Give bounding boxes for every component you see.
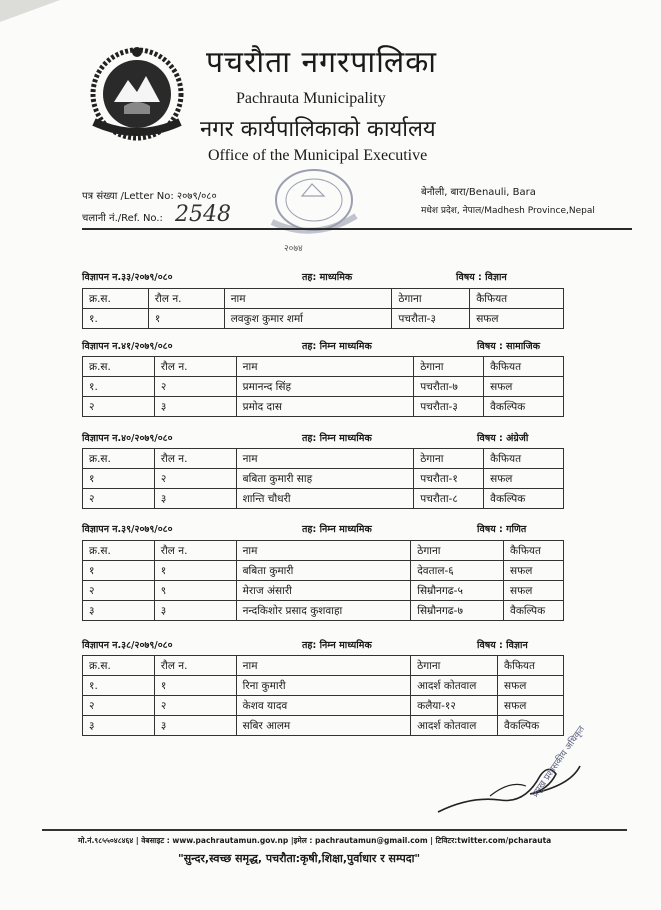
notice-number: विज्ञापन न.४१/२०७९/०८० xyxy=(82,341,173,352)
header-cell: कैफियत xyxy=(484,449,564,469)
table-cell: १ xyxy=(83,469,155,489)
table-header-row xyxy=(83,449,564,469)
table-row xyxy=(83,397,564,417)
header-cell: कैफियत xyxy=(498,656,564,676)
table-cell: सिम्रौनगढ-७ xyxy=(411,601,504,621)
table-cell: २ xyxy=(154,377,236,397)
table-cell: पचरौता-७ xyxy=(414,377,484,397)
result-table xyxy=(82,655,564,736)
result-table xyxy=(82,288,564,329)
notice-number: विज्ञापन न.४०/२०७९/०८० xyxy=(82,433,173,444)
table-cell: १ xyxy=(83,561,155,581)
header-cell: ठेगाना xyxy=(411,541,504,561)
table-cell: २ xyxy=(83,397,155,417)
table-cell: सबिर आलम xyxy=(236,716,410,736)
header-cell: नाम xyxy=(236,656,410,676)
level-label: तह: निम्न माध्यमिक xyxy=(302,640,372,651)
table-header-row xyxy=(83,541,564,561)
table-cell: सफल xyxy=(484,469,564,489)
municipality-title-english: Pachrauta Municipality xyxy=(236,90,386,107)
table-cell: सफल xyxy=(470,309,564,329)
table-cell: पचरौता-१ xyxy=(414,469,484,489)
table-cell: मेराज अंसारी xyxy=(236,581,411,601)
footer-contact: मो.नं.९८५५०४८४६४ | वेबसाइट : www.pachrautamun.gov.np |इमेल : pachrautamun@gmail.com | टिविटर:twitter.com/pcharauta xyxy=(78,836,552,845)
header-cell: नाम xyxy=(236,357,414,377)
header-cell: ठेगाना xyxy=(414,357,484,377)
header-cell: कैफियत xyxy=(484,357,564,377)
table-cell: १. xyxy=(83,377,155,397)
result-table xyxy=(82,448,564,509)
table-cell: ३ xyxy=(154,716,236,736)
table-cell: ९ xyxy=(154,581,236,601)
notice-number: विज्ञापन न.३८/२०७९/०८० xyxy=(82,640,173,651)
table-cell: सफल xyxy=(504,581,564,601)
table-header-row xyxy=(83,289,564,309)
table-cell: आदर्श कोतवाल xyxy=(411,716,498,736)
table-row xyxy=(83,696,564,716)
table-cell: रिना कुमारी xyxy=(236,676,410,696)
notice-number: विज्ञापन न.३३/२०७९/०८० xyxy=(82,272,173,283)
office-stamp-icon xyxy=(262,166,366,254)
table-cell: ३ xyxy=(83,601,155,621)
header-cell: ठेगाना xyxy=(411,656,498,676)
header-cell: क्र.स. xyxy=(83,357,155,377)
table-cell: पचरौता-८ xyxy=(414,489,484,509)
table-cell: ३ xyxy=(154,601,236,621)
signature-icon xyxy=(430,756,600,820)
table-cell: बबिता कुमारी xyxy=(236,561,411,581)
header-cell: रौल न. xyxy=(154,656,236,676)
table-cell: देवताल-६ xyxy=(411,561,504,581)
level-label: तह: निम्न माध्यमिक xyxy=(302,341,372,352)
header-cell: कैफियत xyxy=(504,541,564,561)
result-table xyxy=(82,540,564,621)
table-cell: सिम्रौनगढ-५ xyxy=(411,581,504,601)
header-cell: रौल न. xyxy=(154,357,236,377)
footer-slogan: "सुन्दर,स्वच्छ समृद्ध, पचरौता:कृषी,शिक्षा,पुर्वाधार र सम्पदा" xyxy=(178,852,421,865)
table-row xyxy=(83,377,564,397)
header-cell: रौल न. xyxy=(154,449,236,469)
header-cell: रौल न. xyxy=(154,541,236,561)
office-title-english: Office of the Municipal Executive xyxy=(208,147,428,164)
table-cell: बबिता कुमारी साह xyxy=(236,469,414,489)
table-row xyxy=(83,601,564,621)
table-cell: शान्ति चौधरी xyxy=(236,489,414,509)
result-table xyxy=(82,356,564,417)
table-cell: वैकल्पिक xyxy=(484,489,564,509)
table-cell: ३ xyxy=(154,397,236,417)
header-cell: क्र.स. xyxy=(83,449,155,469)
level-label: तह: निम्न माध्यमिक xyxy=(302,524,372,535)
table-cell: २ xyxy=(83,696,155,716)
table-row xyxy=(83,469,564,489)
table-cell: ३ xyxy=(83,716,155,736)
notice-number: विज्ञापन न.३९/२०७९/०८० xyxy=(82,524,173,535)
table-cell: सफल xyxy=(504,561,564,581)
table-cell: १. xyxy=(83,676,155,696)
table-header-row xyxy=(83,656,564,676)
table-cell: २ xyxy=(154,469,236,489)
municipality-title-nepali: पचरौता नगरपालिका xyxy=(206,45,438,80)
table-cell: सफल xyxy=(484,377,564,397)
nepal-emblem-icon xyxy=(84,44,190,144)
level-label: तह: निम्न माध्यमिक xyxy=(302,433,372,444)
table-cell: वैकल्पिक xyxy=(484,397,564,417)
table-cell: वैकल्पिक xyxy=(504,601,564,621)
signatory-stamp-text: प्रमुख प्रशासकीय अधिकृत xyxy=(530,724,588,800)
table-cell: वैकल्पिक xyxy=(498,716,564,736)
table-cell: पचरौता-३ xyxy=(392,309,470,329)
table-cell: १ xyxy=(154,561,236,581)
table-row xyxy=(83,676,564,696)
table-cell: लवकुश कुमार शर्मा xyxy=(224,309,392,329)
stamp-year: २०७४ xyxy=(284,244,303,254)
header-cell: क्र.स. xyxy=(83,289,149,309)
ref-number-label: चलानी नं./Ref. No.: xyxy=(82,213,163,224)
address-line-2: मधेश प्रदेश, नेपाल/Madhesh Province,Nepal xyxy=(421,206,595,216)
header-cell: क्र.स. xyxy=(83,656,155,676)
header-cell: ठेगाना xyxy=(414,449,484,469)
header-cell: रौल न. xyxy=(148,289,224,309)
header-divider xyxy=(82,228,632,230)
header-cell: क्र.स. xyxy=(83,541,155,561)
table-row xyxy=(83,716,564,736)
table-cell: २ xyxy=(83,581,155,601)
subject-label: विषय : विज्ञान xyxy=(456,272,507,283)
table-cell: सफल xyxy=(498,696,564,716)
table-cell: नन्दकिशोर प्रसाद कुशवाहा xyxy=(236,601,411,621)
table-cell: सफल xyxy=(498,676,564,696)
header-cell: नाम xyxy=(236,541,411,561)
folded-corner xyxy=(0,0,60,22)
subject-label: विषय : गणित xyxy=(477,524,527,535)
ref-number-value: 2548 xyxy=(175,202,231,227)
table-header-row xyxy=(83,357,564,377)
table-cell: ३ xyxy=(154,489,236,509)
header-cell: ठेगाना xyxy=(392,289,470,309)
table-cell: २ xyxy=(154,696,236,716)
table-cell: आदर्श कोतवाल xyxy=(411,676,498,696)
letter-number: पत्र संख्या /Letter No: २०७९/०८० xyxy=(82,191,217,202)
table-row xyxy=(83,309,564,329)
header-cell: नाम xyxy=(236,449,414,469)
table-cell: १ xyxy=(148,309,224,329)
table-row xyxy=(83,581,564,601)
table-cell: १. xyxy=(83,309,149,329)
table-cell: कलैया-१२ xyxy=(411,696,498,716)
table-cell: २ xyxy=(83,489,155,509)
level-label: तह: माध्यमिक xyxy=(302,272,353,283)
table-cell: पचरौता-३ xyxy=(414,397,484,417)
table-row xyxy=(83,561,564,581)
subject-label: विषय : विज्ञान xyxy=(477,640,528,651)
address-line-1: बेनौली, बारा/Benauli, Bara xyxy=(421,187,536,198)
header-cell: नाम xyxy=(224,289,392,309)
office-title-nepali: नगर कार्यपालिकाको कार्यालय xyxy=(200,117,436,142)
table-cell: केशव यादव xyxy=(236,696,410,716)
subject-label: विषय : अंग्रेजी xyxy=(477,433,529,444)
subject-label: विषय : सामाजिक xyxy=(477,341,540,352)
table-cell: १ xyxy=(154,676,236,696)
table-row xyxy=(83,489,564,509)
table-cell: प्रमोद दास xyxy=(236,397,414,417)
table-cell: प्रमानन्द सिंह xyxy=(236,377,414,397)
header-cell: कैफियत xyxy=(470,289,564,309)
footer-divider xyxy=(42,829,627,831)
